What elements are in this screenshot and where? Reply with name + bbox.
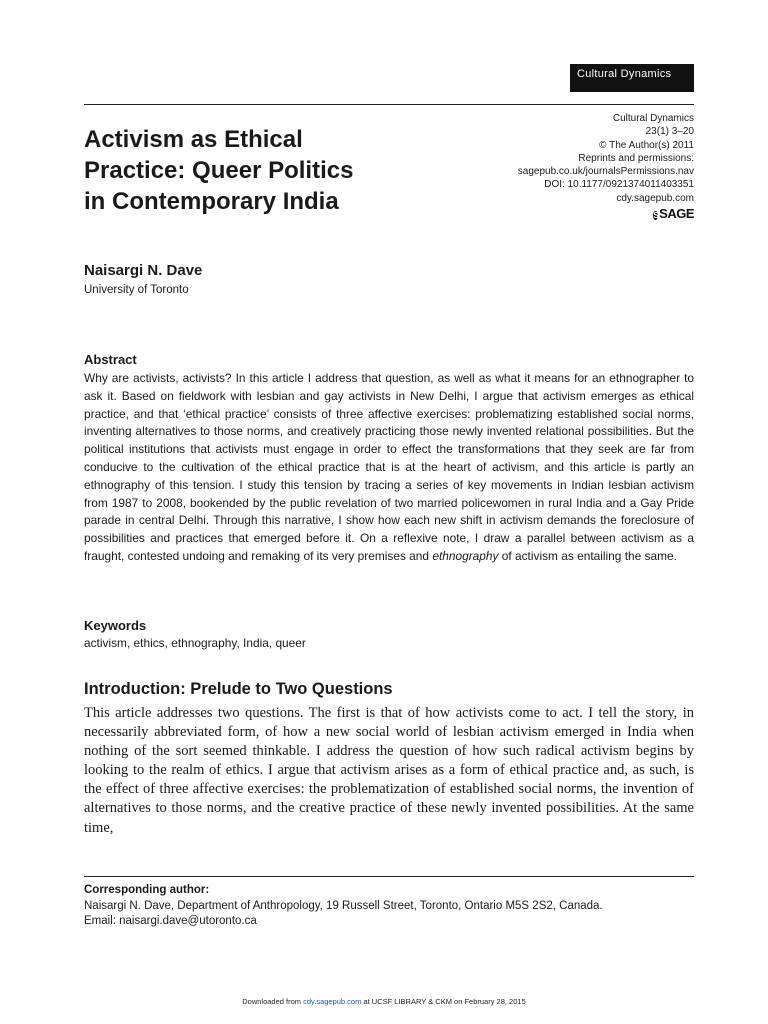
title-line: Activism as Ethical <box>84 126 303 153</box>
meta-reprints-label: Reprints and permissions: <box>578 152 694 164</box>
keywords-list: activism, ethics, ethnography, India, queer <box>84 636 306 650</box>
meta-doi: DOI: 10.1177/0921374011403351 <box>544 179 694 191</box>
section-heading: Introduction: Prelude to Two Questions <box>84 680 393 698</box>
journal-badge: Cultural Dynamics <box>570 64 694 92</box>
abstract-text-part: Why are activists, activists? In this article I address that question, as well as what it means for an ethnographer to ask it. Based on fieldwork with lesbian and gay activists in New Delhi, I argue that activism emerges as ethical practice, and that ‘ethical practice’ consists of three affective exercises: problematizing established social norms, inventing alternatives to those norms, and creatively practicing those newly invented relational possibilities. But the political institutions that activists must engage in order to effect the transformations that they seek are far from conducive to the cultivation of the ethical practice that is at the heart of activism, and this article is partly an ethnography of this tension. I study this tension by tracing a series of key movements in Indian lesbian activism from 1987 to 2008, bookended by the public revelation of two married policewomen in rural India and a Gay Pride parade in central Delhi. Through this narrative, I show how each new shift in activism demands the foreclosure of possibilities and practices that emerged before it. On a reflexive note, I draw a parallel between activism as a fraught, contested undoing and remaking of its very premises and <box>84 371 694 563</box>
author-name: Naisargi N. Dave <box>84 262 203 279</box>
article-title <box>84 124 424 217</box>
title-line: in Contemporary India <box>84 188 339 215</box>
corresponding-author-address: Naisargi N. Dave, Department of Anthropology, 19 Russell Street, Toronto, Ontario M5S 2S2, Canada. <box>84 900 603 912</box>
meta-reprints-link[interactable]: sagepub.co.uk/journalsPermissions.nav <box>517 166 694 178</box>
sage-logo <box>474 207 694 221</box>
meta-site-link[interactable]: cdy.sagepub.com <box>616 192 694 204</box>
keywords-heading: Keywords <box>84 618 147 633</box>
header-rule <box>84 104 694 105</box>
abstract-heading: Abstract <box>84 352 137 367</box>
corresponding-author-heading: Corresponding author: <box>84 884 210 896</box>
meta-volume: 23(1) 3–20 <box>645 126 694 138</box>
author-affiliation: University of Toronto <box>84 284 189 296</box>
introduction-body: This article addresses two questions. The first is that of how activists come to act. I tell the story, in necessarily abbreviated form, of how a new social world of lesbian activism emerged in India when nothing of the sort seemed thinkable. I address the question of how such radical activism begins by looking to the realm of ethics. I argue that activism arises as a form of ethical practice and, as such, is the effect of three affective exercises: the problematization of established social norms, the invention of alternatives to those norms, and the creative practice of these newly invented possibilities. At the same time, <box>84 705 694 836</box>
title-line: Practice: Queer Politics <box>84 157 354 184</box>
download-notice <box>0 997 768 1006</box>
abstract-text <box>84 370 694 566</box>
meta-journal: Cultural Dynamics <box>612 113 694 124</box>
sage-logo-text: SAGE <box>659 206 694 222</box>
article-metadata <box>474 112 694 221</box>
download-prefix: Downloaded from <box>242 997 304 1006</box>
abstract-emphasis: ethnography <box>432 548 499 563</box>
download-site-link[interactable]: cdy.sagepub.com <box>303 997 362 1006</box>
corresponding-author-email: Email: naisargi.dave@utoronto.ca <box>84 915 257 927</box>
abstract-text-part: of activism as entailing the same. <box>498 548 677 563</box>
meta-copyright: © The Author(s) 2011 <box>599 139 694 151</box>
sage-s-icon: S <box>653 211 659 221</box>
footnote-rule <box>84 876 694 877</box>
download-suffix: at UCSF LIBRARY & CKM on February 28, 2015 <box>361 997 526 1006</box>
